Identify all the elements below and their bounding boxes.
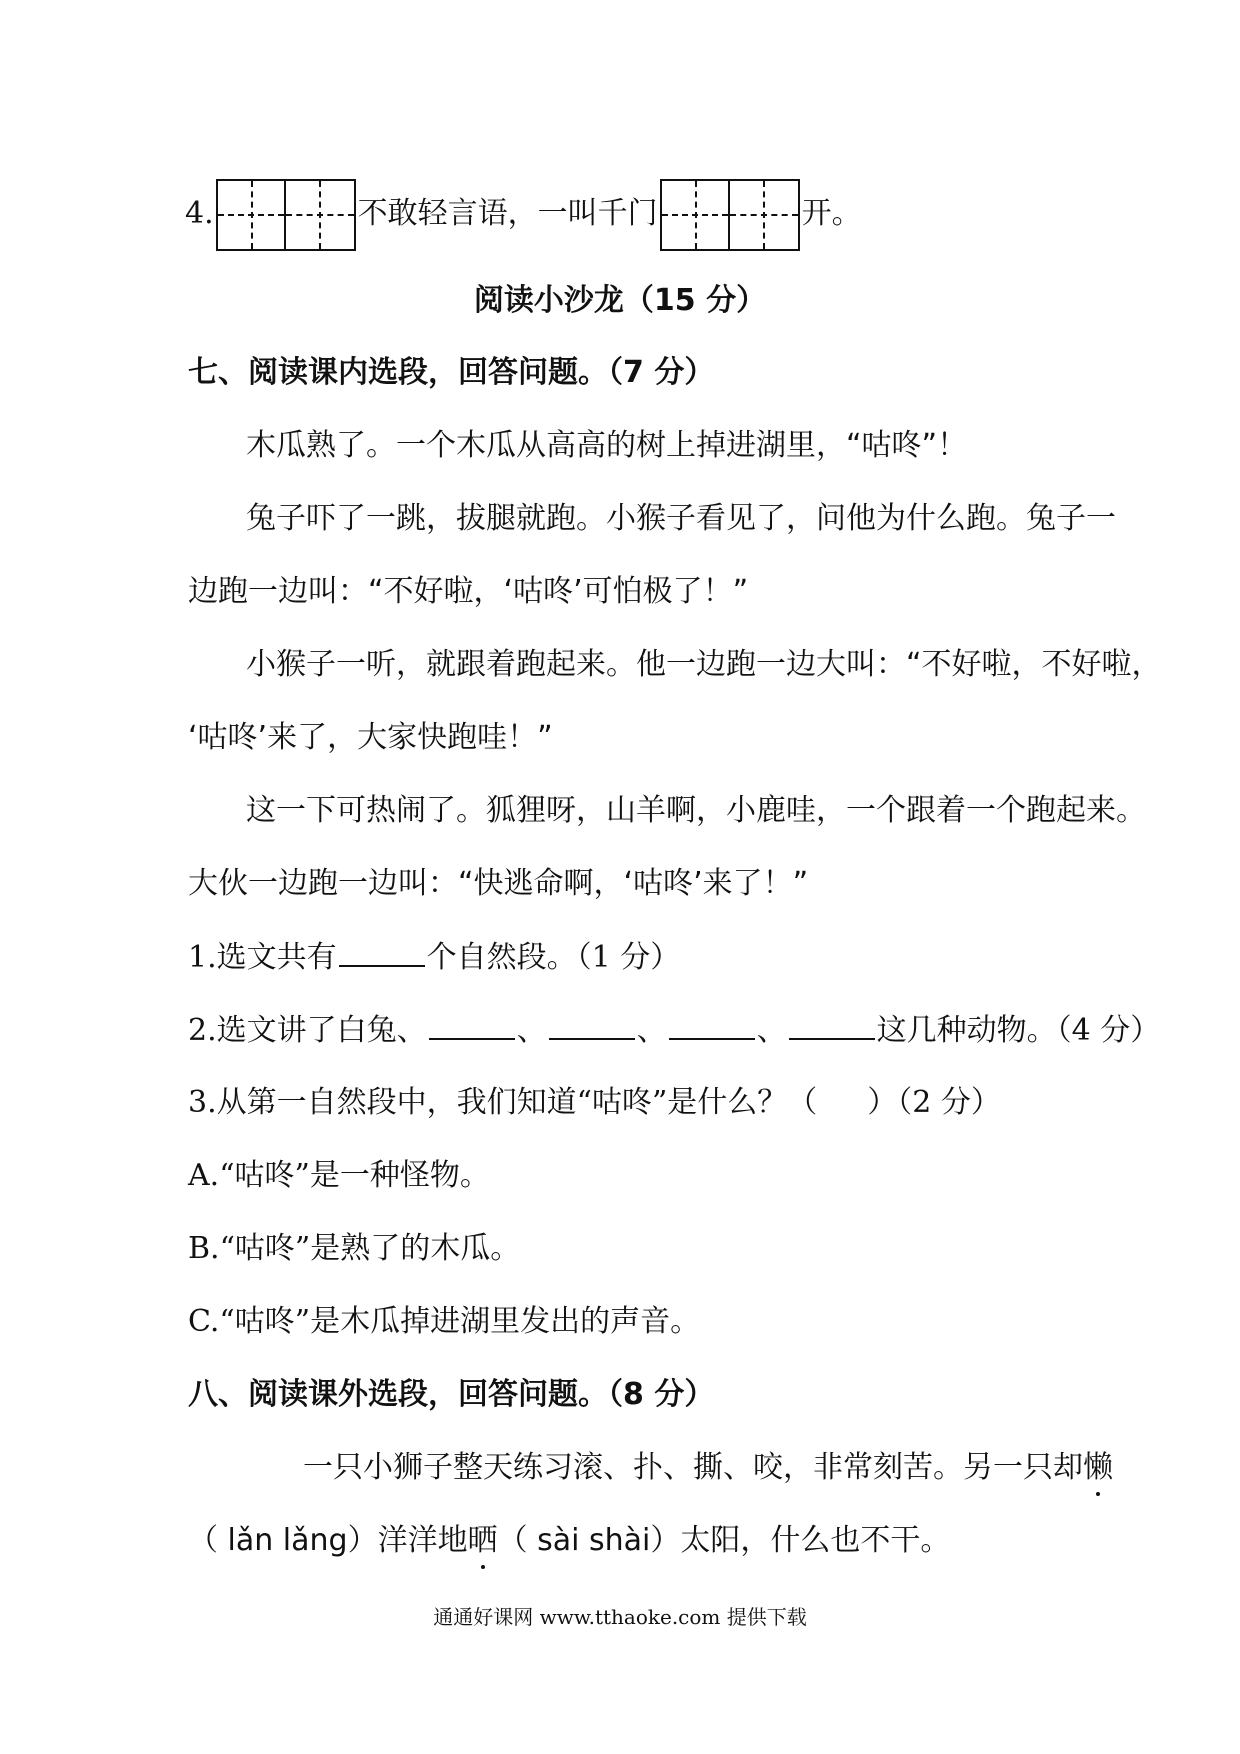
pinyin-choice-1[interactable]: （ lǎn lǎng） [188, 1523, 378, 1558]
q7-question-1 [188, 937, 680, 978]
q8-text: 洋洋地 [377, 1523, 468, 1558]
dotted-char: 晒 [468, 1521, 498, 1561]
q8-paragraph-line2 [188, 1521, 950, 1561]
option-b: B.“咕咚”是熟了的木瓜。 [188, 1231, 521, 1266]
q7-question-3 [188, 1083, 1001, 1123]
q7-paragraph: 兔子吓了一跳，拔腿就跑。小猴子看见了，问他为什么跑。兔子一 [246, 501, 1116, 536]
q1-text-after: 个自然段。（1 分） [426, 940, 681, 975]
q2-text-after: 这几种动物。（4 分） [876, 1013, 1161, 1048]
tianzige-grid-1[interactable] [216, 179, 356, 251]
q2-separator: 、 [756, 1013, 787, 1048]
q7-paragraph: 这一下可热闹了。狐狸呀，山羊啊，小鹿哇，一个跟着一个跑起来。 [246, 793, 1146, 828]
grid-cell[interactable] [286, 181, 354, 249]
q2-text: 2.选文讲了白兔、 [188, 1013, 427, 1048]
answer-blank[interactable] [669, 1010, 755, 1040]
fill-number: 4. [185, 196, 214, 231]
answer-blank[interactable] [789, 1010, 875, 1040]
dotted-char: 懒 [1083, 1448, 1113, 1488]
fill-line-4 [185, 178, 862, 251]
q8-text: 太阳，什么也不干。 [680, 1523, 951, 1558]
answer-blank[interactable] [339, 937, 425, 967]
option-c: C.“咕咚”是木瓜掉进湖里发出的声音。 [188, 1304, 701, 1339]
grid-cell[interactable] [730, 181, 798, 249]
q2-separator: 、 [636, 1013, 667, 1048]
pinyin-choice-2[interactable]: （ sài shài） [497, 1523, 681, 1558]
q8-heading: 八、阅读课外选段，回答问题。（8 分） [188, 1377, 715, 1412]
q7-paragraph: 大伙一边跑一边叫：“快逃命啊，‘咕咚’来了！” [188, 866, 809, 901]
fill-end-text: 开。 [801, 196, 862, 231]
answer-blank[interactable] [549, 1010, 635, 1040]
q1-text: 1.选文共有 [188, 940, 337, 975]
q7-paragraph: ‘咕咚’来了，大家快跑哇！” [188, 720, 553, 755]
footer-credit: 通通好课网 www.tthaoke.com 提供下载 [433, 1605, 807, 1629]
answer-blank[interactable] [429, 1010, 515, 1040]
q2-separator: 、 [516, 1013, 547, 1048]
tianzige-grid-2[interactable] [660, 179, 800, 251]
section-title: 阅读小沙龙（15 分） [473, 283, 767, 318]
option-a: A.“咕咚”是一种怪物。 [188, 1158, 490, 1193]
fill-middle-text: 不敢轻言语，一叫千门 [357, 196, 658, 231]
q8-text: 一只小狮子整天练习滚、扑、撕、咬，非常刻苦。另一只却 [303, 1450, 1083, 1485]
q3-text: 3.从第一自然段中，我们知道“咕咚”是什么？（ [188, 1085, 818, 1120]
q7-heading: 七、阅读课内选段，回答问题。（7 分） [188, 355, 715, 390]
grid-cell[interactable] [662, 181, 730, 249]
q8-paragraph-line1 [303, 1448, 1113, 1488]
q3-text-after: ）（2 分） [867, 1085, 1001, 1120]
q7-question-2 [188, 1010, 1160, 1051]
q7-paragraph: 边跑一边叫：“不好啦，‘咕咚’可怕极了！” [188, 574, 749, 609]
q7-paragraph: 木瓜熟了。一个木瓜从高高的树上掉进湖里，“咕咚”！ [246, 428, 968, 463]
q7-paragraph: 小猴子一听，就跟着跑起来。他一边跑一边大叫：“不好啦，不好啦， [246, 647, 1162, 682]
grid-cell[interactable] [218, 181, 286, 249]
